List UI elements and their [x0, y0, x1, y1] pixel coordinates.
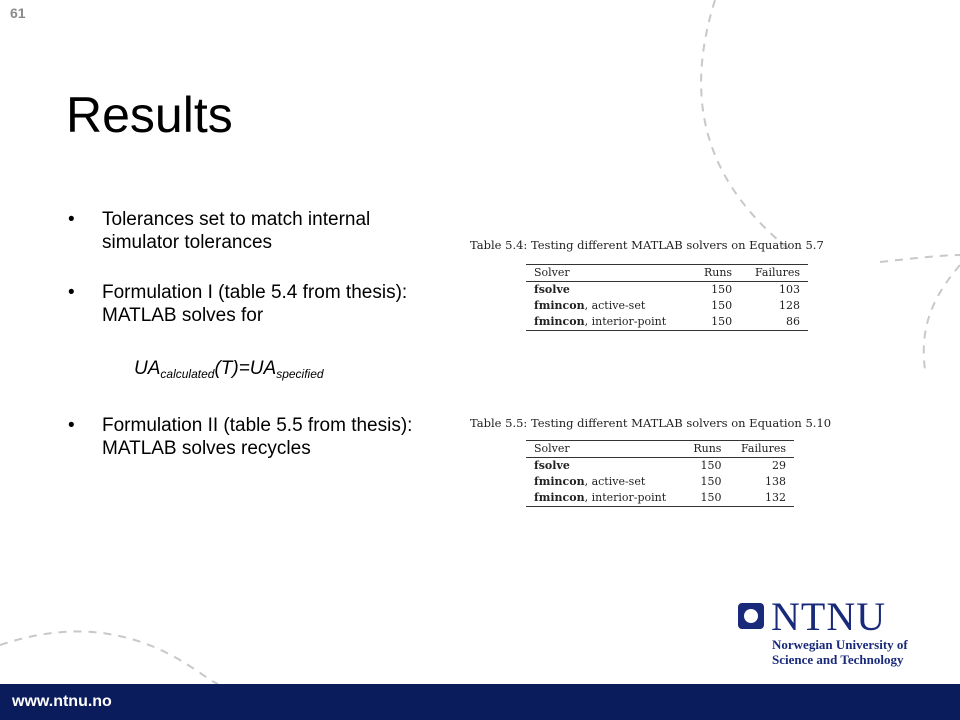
column-header: Solver — [534, 266, 570, 279]
runs-cell: 150 — [700, 475, 722, 488]
logo-subtitle: Norwegian University of Science and Technology — [772, 637, 908, 667]
ntnu-logo-icon — [738, 603, 764, 629]
bullet-text: Formulation I (table 5.4 from thesis): MATLAB solves for — [102, 282, 408, 326]
table-header-row — [526, 441, 794, 458]
column-header: Runs — [693, 442, 722, 455]
solver-cell: fsolve — [534, 283, 570, 296]
runs-cell: 150 — [711, 315, 733, 328]
table-row — [526, 490, 794, 507]
bullet-item — [66, 414, 446, 460]
runs-cell: 150 — [711, 299, 733, 312]
slide-title: Results — [66, 87, 233, 143]
bullet-text: Formulation II (table 5.5 from thesis): MATLAB solves recycles — [102, 415, 413, 459]
logo-name: NTNU — [771, 594, 887, 639]
runs-cell: 150 — [700, 491, 722, 504]
equation: $UA_{calculated}(T)=UA_{specified}$ — [134, 358, 324, 381]
solver-cell: fmincon, interior-point — [534, 491, 667, 504]
table-caption: Table 5.4: Testing different MATLAB solvers on Equation 5.7 — [470, 238, 824, 252]
solver-cell: fmincon, active-set — [534, 475, 646, 488]
bullet-item — [66, 208, 446, 254]
failures-cell: 86 — [786, 315, 800, 328]
bullet-text: Tolerances set to match internal simulator tolerances — [102, 209, 371, 253]
runs-cell: 150 — [700, 459, 722, 472]
column-header: Failures — [755, 266, 800, 279]
failures-cell: 138 — [765, 475, 786, 488]
solver-cell: fsolve — [534, 459, 570, 472]
solver-cell: fmincon, active-set — [534, 299, 646, 312]
table-row — [526, 474, 794, 490]
table-row — [526, 282, 808, 299]
table-header-row — [526, 265, 808, 282]
solver-cell: fmincon, interior-point — [534, 315, 667, 328]
column-header: Solver — [534, 442, 570, 455]
table-row — [526, 458, 794, 475]
bullet-icon: • — [68, 209, 75, 230]
table-row — [526, 298, 808, 314]
bullet-icon: • — [68, 282, 75, 303]
column-header: Failures — [741, 442, 786, 455]
column-header: Runs — [703, 266, 733, 279]
table-row — [526, 314, 808, 331]
bullet-icon: • — [68, 415, 75, 436]
runs-cell: 150 — [711, 283, 733, 296]
slide-number: 61 — [10, 5, 26, 21]
failures-cell: 128 — [779, 299, 800, 312]
failures-cell: 29 — [772, 459, 786, 472]
footer-bar — [0, 684, 960, 720]
failures-cell: 132 — [765, 491, 786, 504]
table-caption: Table 5.5: Testing different MATLAB solvers on Equation 5.10 — [470, 416, 832, 430]
footer-url[interactable]: www.ntnu.no — [12, 693, 112, 710]
bullet-item — [66, 281, 446, 327]
failures-cell: 103 — [779, 283, 800, 296]
results-table — [526, 264, 808, 331]
bullet-list — [66, 208, 446, 487]
results-table — [526, 440, 794, 507]
